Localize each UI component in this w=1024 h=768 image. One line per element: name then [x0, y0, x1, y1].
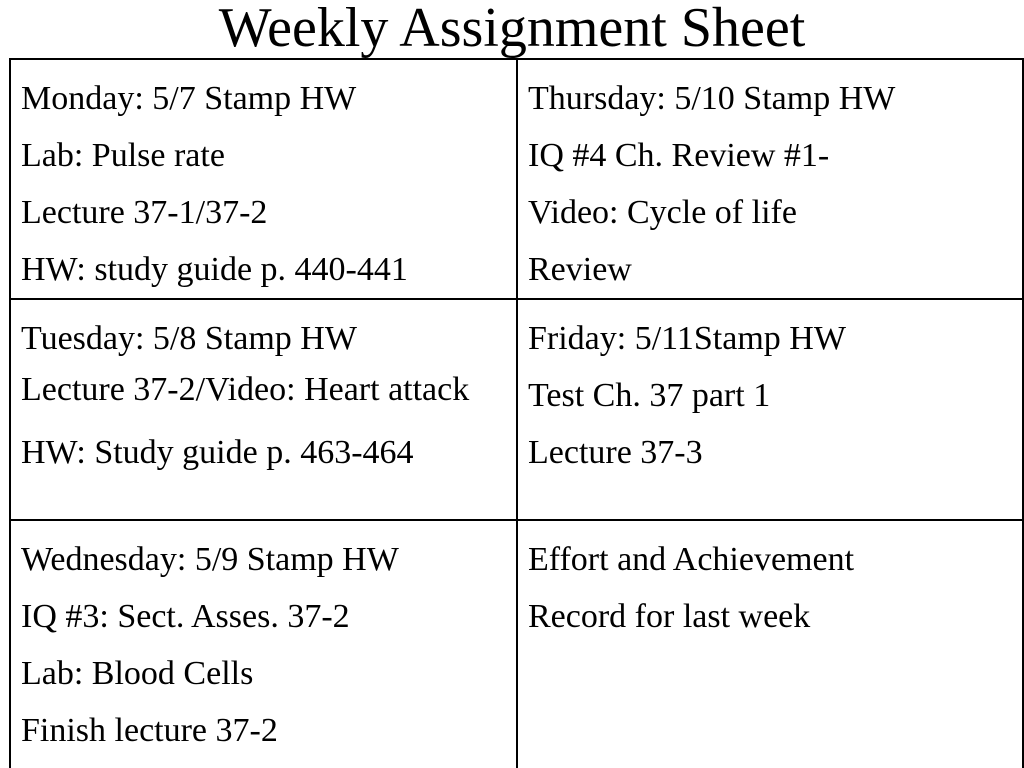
wednesday-cell: [10, 520, 517, 768]
friday-heading: Friday: 5/11Stamp HW: [528, 320, 846, 357]
monday-cell: [10, 59, 517, 299]
effort-line: Record for last week: [528, 598, 811, 635]
table-row: [10, 299, 1023, 520]
thursday-line: Video: Cycle of life: [528, 194, 797, 231]
tuesday-line: Lecture 37-2/Video: Heart attack: [21, 371, 470, 408]
friday-cell: [517, 299, 1023, 520]
monday-heading: Monday: 5/7 Stamp HW: [21, 80, 357, 117]
monday-line: HW: study guide p. 440-441: [21, 251, 408, 288]
tuesday-line: HW: Study guide p. 463-464: [21, 434, 414, 471]
monday-line: Lab: Pulse rate: [21, 137, 225, 174]
thursday-line: IQ #4 Ch. Review #1-: [528, 137, 830, 174]
thursday-line: Review: [528, 251, 632, 288]
page-title: Weekly Assignment Sheet: [218, 0, 806, 59]
friday-line: Lecture 37-3: [528, 434, 703, 471]
thursday-cell: [517, 59, 1023, 299]
wednesday-heading: Wednesday: 5/9 Stamp HW: [21, 541, 399, 578]
wednesday-line: Finish lecture 37-2: [21, 712, 278, 749]
effort-cell: [517, 520, 1023, 768]
friday-line: Test Ch. 37 part 1: [528, 377, 771, 414]
table-row: [10, 59, 1023, 299]
thursday-heading: Thursday: 5/10 Stamp HW: [528, 80, 896, 117]
wednesday-line: IQ #3: Sect. Asses. 37-2: [21, 598, 350, 635]
monday-line: Lecture 37-1/37-2: [21, 194, 268, 231]
wednesday-line: Lab: Blood Cells: [21, 655, 254, 692]
tuesday-cell: [10, 299, 517, 520]
table-row: [10, 520, 1023, 768]
effort-heading: Effort and Achievement: [528, 541, 855, 578]
tuesday-heading: Tuesday: 5/8 Stamp HW: [21, 320, 357, 357]
assignment-table: [9, 58, 1024, 768]
